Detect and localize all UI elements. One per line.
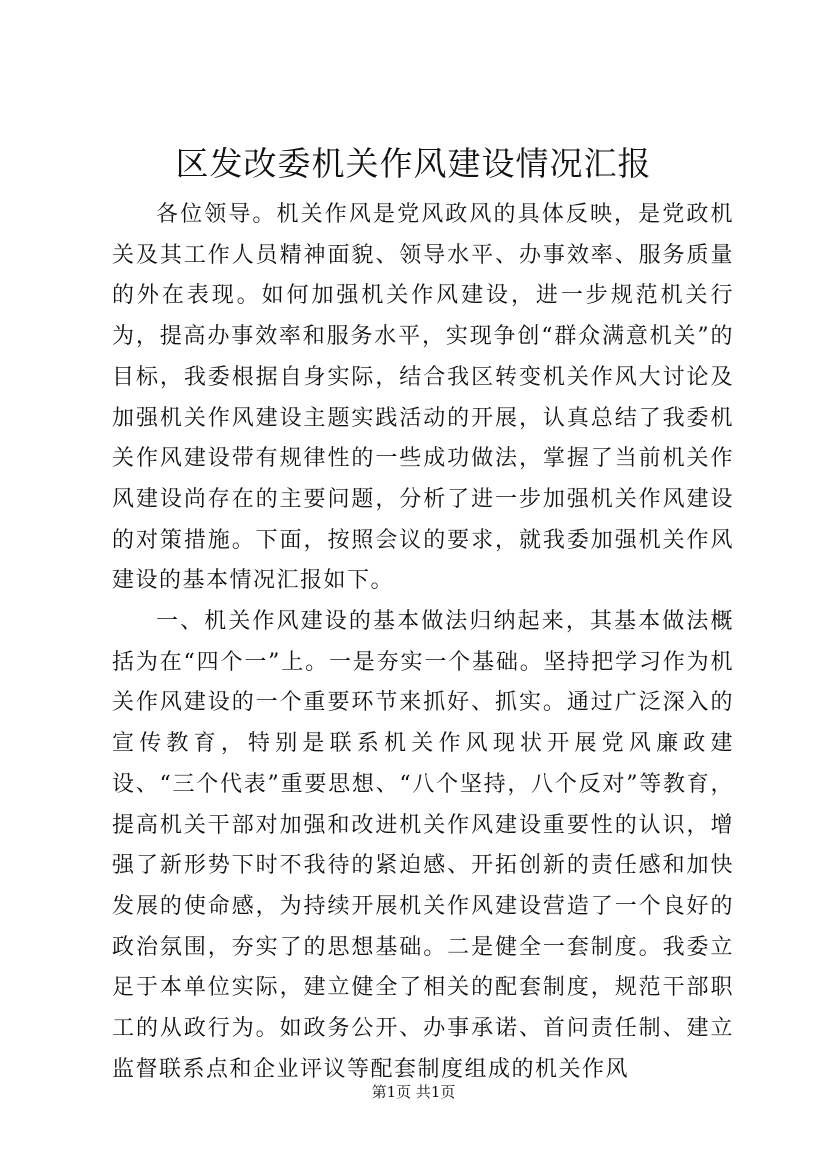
document-title: 区发改委机关作风建设情况汇报 (175, 144, 652, 183)
page-footer: 第1页 共1页 (371, 1083, 456, 1101)
paragraph-intro: 各位领导。机关作风是党风政风的具体反映，是党政机关及其工作人员精神面貌、领导水平、办事效率、服务质量的外在表现。如何加强机关作风建设，进一步规范机关行为，提高办事效率和服务水平，实现争创“群众满意机关”的目标，我委根据自身实际，结合我区转变机关作风大讨论及加强机关作风建设主题实践活动的开展，认真总结了我委机关作风建设带有规律性的一些成功做法，掌握了当前机关作风建设尚存在的主要问题，分析了进一步加强机关作风建设的对策措施。下面，按照会议的要求，就我委加强机关作风建设的基本情况汇报如下。 (112, 202, 734, 594)
document-body (112, 195, 734, 1090)
paragraph-section-one: 一、机关作风建设的基本做法归纳起来，其基本做法概括为在“四个一”上。一是夯实一个基础。坚持把学习作为机关作风建设的一个重要环节来抓好、抓实。通过广泛深入的宣传教育，特别是联系机关作风现状开展党风廉政建设、“三个代表”重要思想、“八个坚持，八个反对”等教育，提高机关干部对加强和改进机关作风建设重要性的认识，增强了新形势下时不我待的紧迫感、开拓创新的责任感和加快发展的使命感，为持续开展机关作风建设营造了一个良好的政治氛围，夯实了的思想基础。二是健全一套制度。我委立足于本单位实际，建立健全了相关的配套制度，规范干部职工的从政行为。如政务公开、办事承诺、首问责任制、建立监督联系点和企业评议等配套制度组成的机关作风 (112, 609, 734, 1082)
